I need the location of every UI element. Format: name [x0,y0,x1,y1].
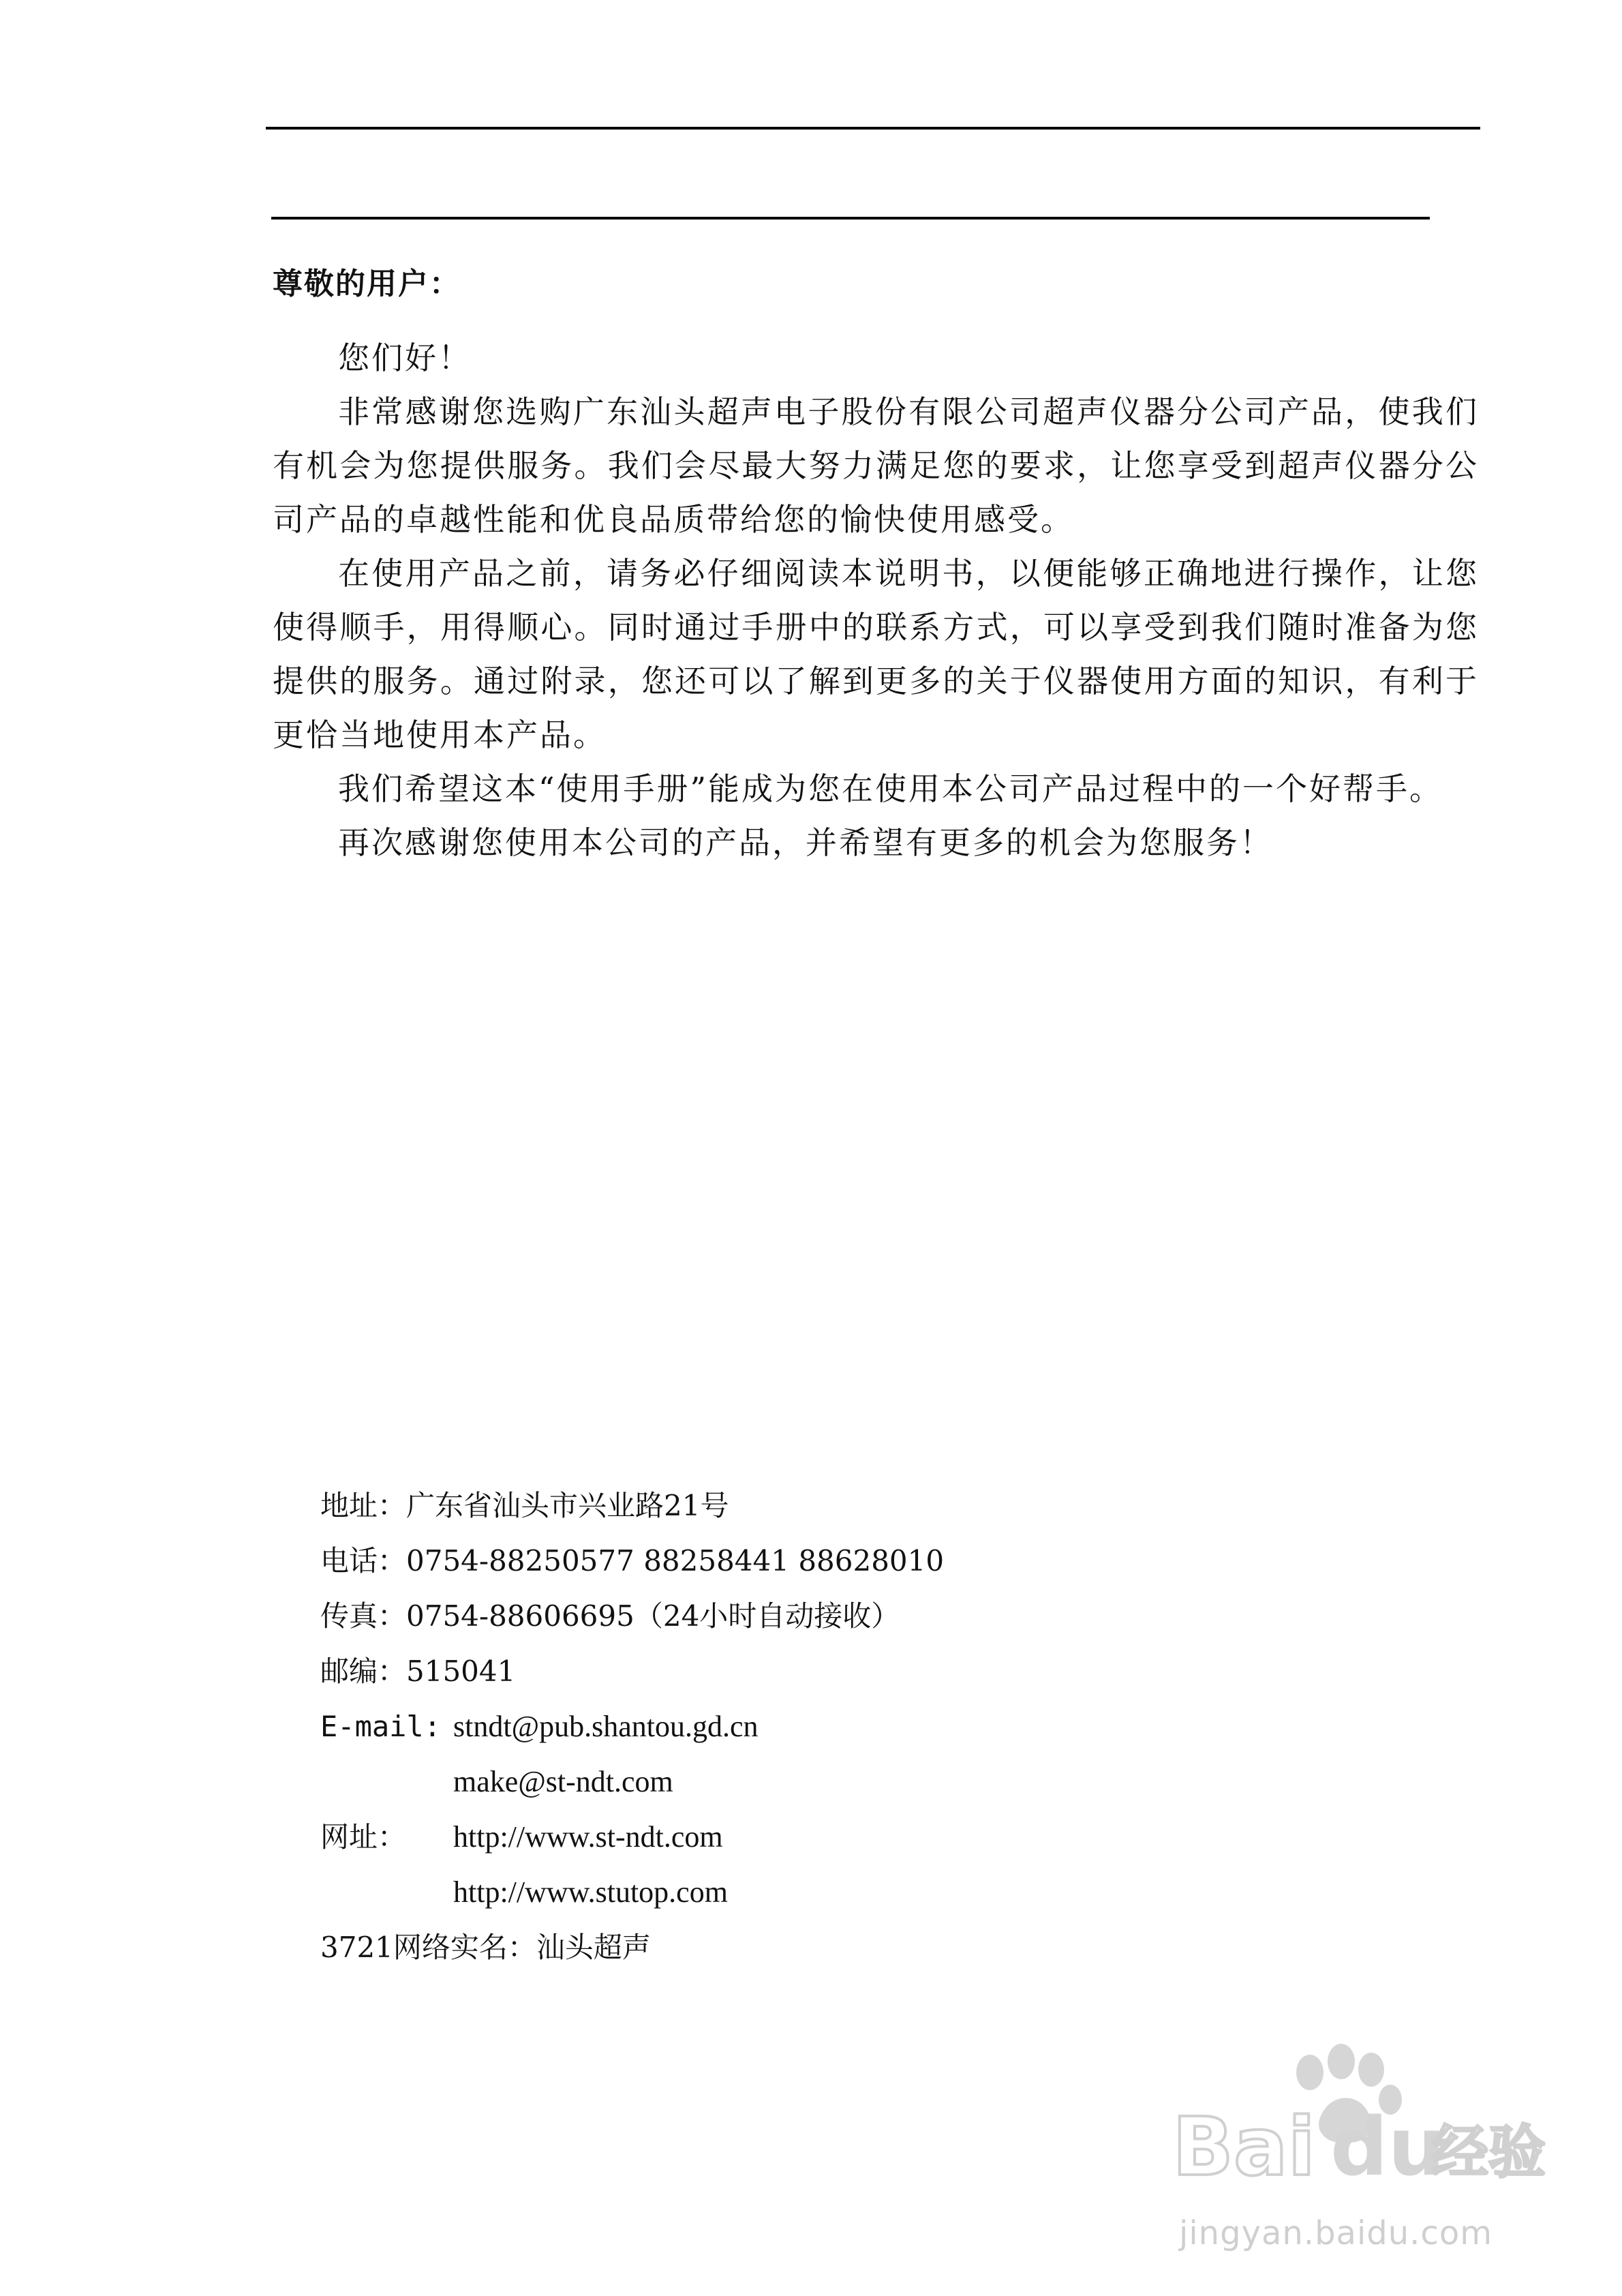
watermark-logo-text: Bai [1172,2100,1316,2194]
contact-email-row [320,1699,944,1754]
header-rule-top [266,127,1480,130]
watermark-logo-text: 经验 [1431,2119,1546,2186]
baidu-jingyan-watermark [1152,2038,1561,2263]
email-link[interactable]: stndt@pub.shantou.gd.cn [453,1710,759,1743]
contact-realname: 3721网络实名：汕头超声 [320,1931,651,1964]
letter-paragraph: 非常感谢您选购广东汕头超声电子股份有限公司超声仪器分公司产品，使我们有机会为您提供服务。我们会尽最大努力满足您的要求，让您享受到超声仪器分公司产品的卓越性能和优良品质带给您的愉快使用感受。 [273,393,1479,538]
contact-phone: 电话：0754-88250577 88258441 88628010 [320,1544,945,1577]
email-label: E-mail: [320,1710,442,1743]
contact-postcode: 邮编：515041 [320,1655,516,1688]
watermark-site: jingyan.baidu.com [1179,2214,1493,2252]
website-link[interactable]: http://www.stutop.com [453,1875,728,1909]
contact-website-row [320,1809,944,1864]
website-link[interactable]: http://www.st-ndt.com [453,1820,723,1854]
header-rule-second [271,217,1430,220]
letter-paragraph: 您们好！ [338,339,472,376]
watermark-logo-text: du [1330,2100,1445,2194]
greeting-heading: 尊敬的用户： [273,267,461,301]
baidu-paw-logo [1152,2038,1561,2195]
letter-paragraph: 再次感谢您使用本公司的产品，并希望有更多的机会为您服务！ [338,824,1273,861]
letter-paragraph: 我们希望这本“使用手册”能成为您在使用本公司产品过程中的一个好帮手。 [338,770,1443,807]
contact-website-row [320,1864,944,1920]
contact-block [320,1478,944,1975]
website-label: 网址： [320,1820,407,1854]
letter-paragraph: 在使用产品之前，请务必仔细阅读本说明书，以便能够正确地进行操作，让您使得顺手，用得顺心。同时通过手册中的联系方式，可以享受到我们随时准备为您提供的服务。通过附录，您还可以了解到更多的关于仪器使用方面的知识，有利于更恰当地使用本产品。 [273,555,1479,753]
contact-address: 地址：广东省汕头市兴业路21号 [320,1489,729,1522]
contact-fax: 传真：0754-88606695（24小时自动接收） [320,1599,900,1633]
email-link[interactable]: make@st-ndt.com [453,1765,673,1798]
contact-email-row [320,1754,944,1809]
letter-body [273,331,1479,870]
